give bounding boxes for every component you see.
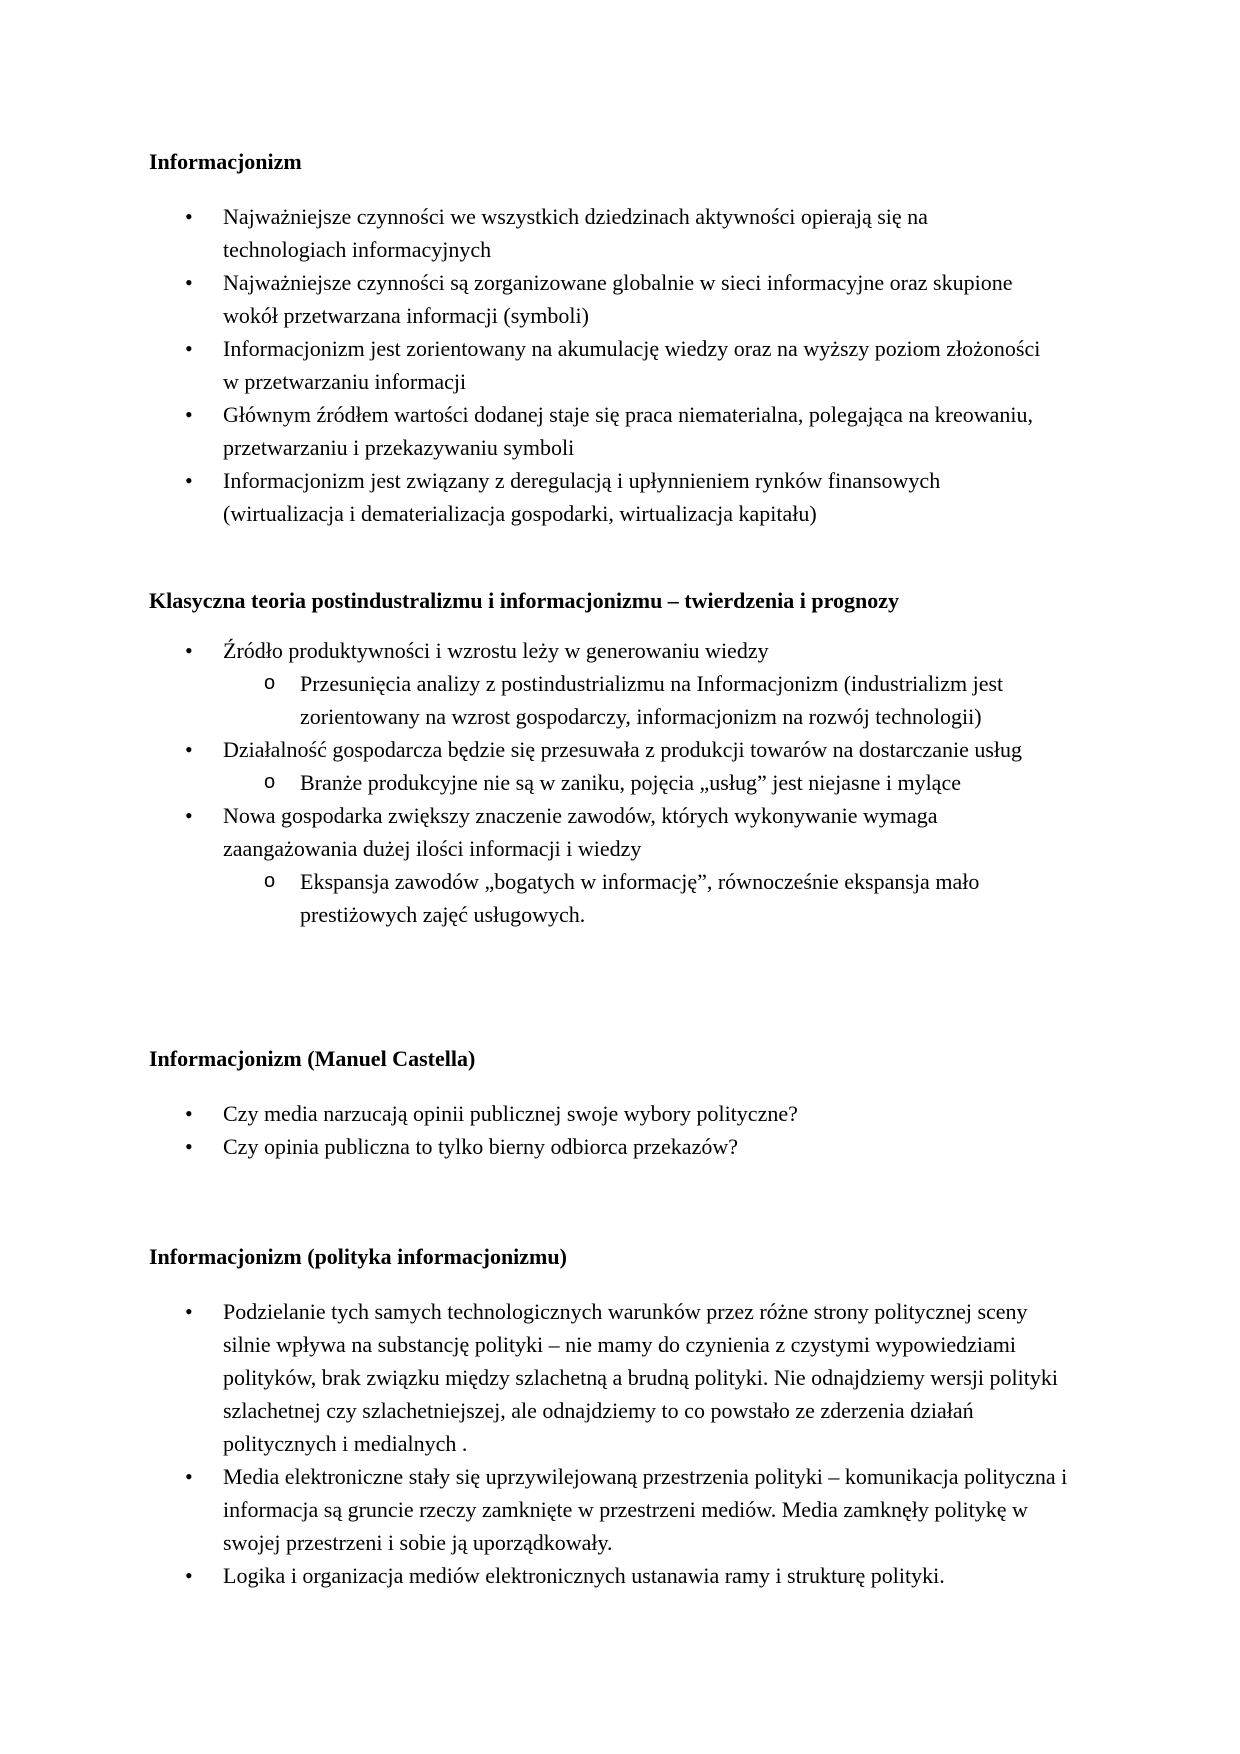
bullet-list (149, 634, 1074, 931)
list-item: o Branże produkcyjne nie są w zaniku, pojęcia „usług” jest niejasne i mylące (149, 766, 1074, 799)
bullet-list (149, 1295, 1074, 1592)
list-item: • Czy opinia publiczna to tylko bierny odbiorca przekazów? (149, 1130, 1069, 1163)
bullet-icon: • (185, 468, 193, 493)
bullet-icon: • (185, 336, 193, 361)
bullet-icon: • (185, 270, 193, 295)
list-item: • Informacjonizm jest zorientowany na akumulację wiedzy oraz na wyższy poziom złożoności w przetwarzaniu informacji (149, 332, 1049, 398)
bullet-icon: • (185, 638, 193, 663)
list-item: • Media elektroniczne stały się uprzywilejowaną przestrzenia polityki – komunikacja polityczna i informacja są gruncie rzeczy zamknięte w przestrzeni mediów. Media zamknęły politykę w swojej przestrzeni i sobie ją uporządkowały. (149, 1460, 1074, 1559)
list-item: • Logika i organizacja mediów elektronicznych ustanawia ramy i strukturę polityki. (149, 1559, 1074, 1592)
list-item: o Ekspansja zawodów „bogatych w informację”, równocześnie ekspansja mało prestiżowych zajęć usługowych. (149, 865, 1074, 931)
list-item: • Czy media narzucają opinii publicznej swoje wybory polityczne? (149, 1097, 1069, 1130)
list-item: o Przesunięcia analizy z postindustrializmu na Informacjonizm (industrializm jest zorientowany na wzrost gospodarczy, informacjonizm na rozwój technologii) (149, 667, 1074, 733)
list-item: • Głównym źródłem wartości dodanej staje się praca niematerialna, polegająca na kreowaniu, przetwarzaniu i przekazywaniu symboli (149, 398, 1049, 464)
bullet-icon: • (185, 1134, 193, 1159)
list-item: • Podzielanie tych samych technologicznych warunków przez różne strony politycznej sceny silnie wpływa na substancję polityki – nie mamy do czynienia z czystymi wypowiedziami polityków, brak związku między szlachetną a brudną polityki. Nie odnajdziemy wersji polityki szlachetnej czy szlachetniejszej, ale odnajdziemy to co powstało ze zderzenia działań politycznych i medialnych . (149, 1295, 1074, 1460)
list-item: • Informacjonizm jest związany z deregulacją i upłynnieniem rynków finansowych (wirtualizacja i dematerializacja gospodarki, wirtualizacja kapitału) (149, 464, 1049, 530)
bullet-list (149, 1097, 1069, 1163)
bullet-icon: • (185, 1563, 193, 1588)
list-item: • Źródło produktywności i wzrostu leży w generowaniu wiedzy (149, 634, 1074, 667)
bullet-icon: • (185, 1101, 193, 1126)
section-heading: Klasyczna teoria postindustralizmu i informacjonizmu – twierdzenia i prognozy (149, 588, 899, 613)
section-heading: Informacjonizm (polityka informacjonizmu) (149, 1244, 567, 1269)
circle-bullet-icon: o (264, 672, 276, 694)
section-heading: Informacjonizm (Manuel Castella) (149, 1046, 476, 1071)
bullet-list (149, 200, 1049, 530)
bullet-icon: • (185, 1464, 193, 1489)
circle-bullet-icon: o (264, 870, 276, 892)
bullet-icon: • (185, 402, 193, 427)
bullet-icon: • (185, 204, 193, 229)
bullet-icon: • (185, 737, 193, 762)
list-item: • Działalność gospodarcza będzie się przesuwała z produkcji towarów na dostarczanie usług (149, 733, 1074, 766)
list-item: • Najważniejsze czynności są zorganizowane globalnie w sieci informacyjne oraz skupione wokół przetwarzana informacji (symboli) (149, 266, 1049, 332)
bullet-icon: • (185, 803, 193, 828)
list-item: • Nowa gospodarka zwiększy znaczenie zawodów, których wykonywanie wymaga zaangażowania dużej ilości informacji i wiedzy (149, 799, 1074, 865)
circle-bullet-icon: o (264, 771, 276, 793)
section-heading: Informacjonizm (149, 149, 302, 174)
list-item: • Najważniejsze czynności we wszystkich dziedzinach aktywności opierają się na technologiach informacyjnych (149, 200, 1049, 266)
bullet-icon: • (185, 1299, 193, 1324)
